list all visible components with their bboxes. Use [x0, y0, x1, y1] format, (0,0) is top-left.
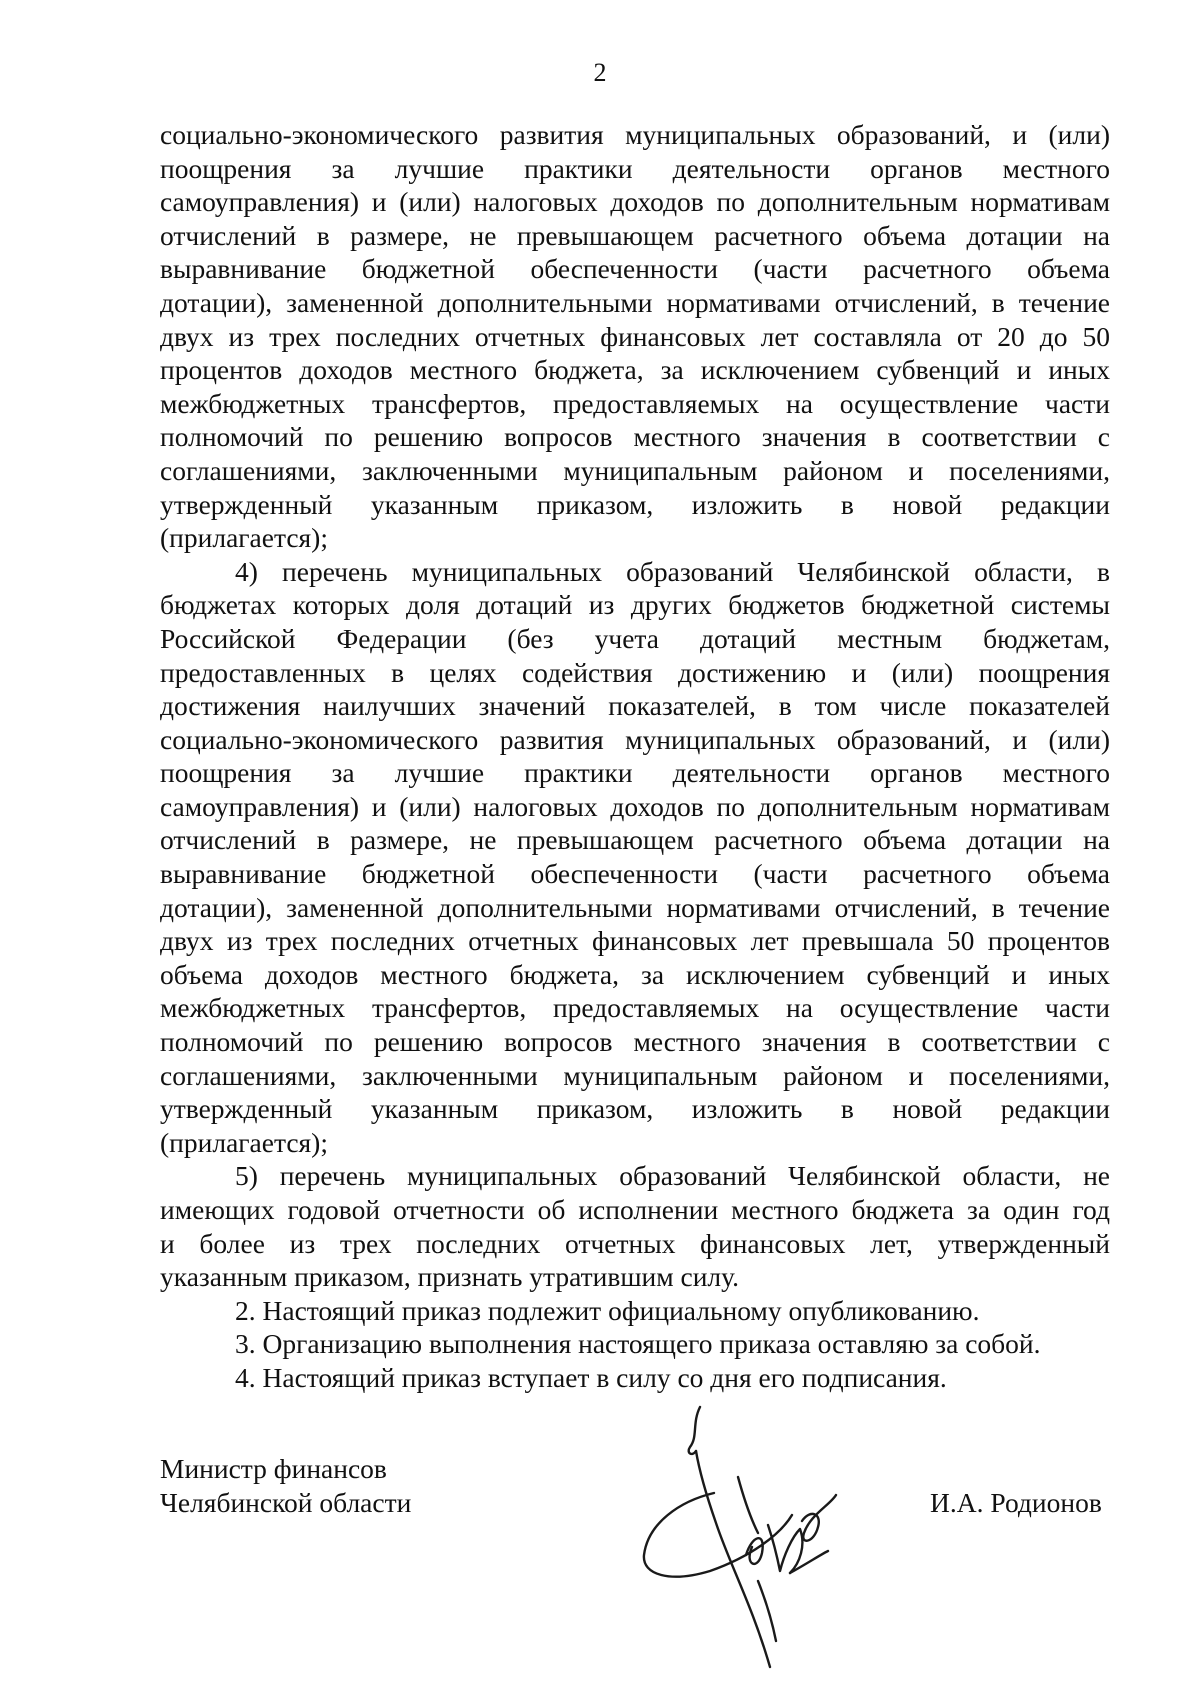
text-line: 3. Организацию выполнения настоящего приказа оставляю за собой. — [235, 1328, 1041, 1360]
text-line: объема доходов местного бюджета, за исключением субвенций и иных — [160, 958, 1110, 990]
signer-name: И.А. Родионов — [930, 1487, 1102, 1518]
text-line: поощрения за лучшие практики деятельности органов местного — [160, 757, 1110, 789]
paragraph-item-4 — [160, 555, 1110, 1160]
text-line: процентов доходов местного бюджета, за исключением субвенций и иных — [160, 354, 1110, 386]
text-line: 4. Настоящий приказ вступает в силу со дня его подписания. — [235, 1361, 947, 1393]
text-line: (прилагается); — [160, 522, 328, 554]
text-line: 5) перечень муниципальных образований Челябинской области, не — [235, 1160, 1110, 1192]
text-line: бюджетах которых доля дотаций из других бюджетов бюджетной системы — [160, 589, 1110, 621]
text-line: достижения наилучших значений показателей, в том числе показателей — [160, 690, 1110, 722]
text-line: полномочий по решению вопросов местного значения в соответствии с — [160, 421, 1110, 453]
text-line: предоставленных в целях содействия достижению и (или) поощрения — [160, 656, 1110, 688]
paragraph-clause-2 — [160, 1294, 1110, 1328]
text-line: и более из трех последних отчетных финансовых лет, утвержденный — [160, 1227, 1110, 1259]
signatory-position — [160, 1452, 411, 1519]
text-line: соглашениями, заключенными муниципальным районом и поселениями, — [160, 1059, 1110, 1091]
text-line: самоуправления) и (или) налоговых доходов по дополнительным нормативам — [160, 186, 1110, 218]
text-line: самоуправления) и (или) налоговых доходов по дополнительным нормативам — [160, 790, 1110, 822]
text-line: двух из трех последних отчетных финансовых лет составляла от 20 до 50 — [160, 320, 1110, 352]
paragraph-item-5 — [160, 1159, 1110, 1293]
position-title: Министр финансов — [160, 1453, 387, 1484]
paragraph-continuation — [160, 118, 1110, 555]
text-line: выравнивание бюджетной обеспеченности (части расчетного объема — [160, 858, 1110, 890]
paragraph-clause-4 — [160, 1361, 1110, 1395]
text-line: 4) перечень муниципальных образований Челябинской области, в — [235, 555, 1110, 587]
page-number: 2 — [593, 58, 607, 87]
text-line: поощрения за лучшие практики деятельности органов местного — [160, 152, 1110, 184]
text-line: двух из трех последних отчетных финансовых лет превышала 50 процентов — [160, 925, 1110, 957]
handwritten-signature — [640, 1405, 850, 1675]
text-line: отчислений в размере, не превышающем расчетного объема дотации на — [160, 219, 1110, 251]
text-line: 2. Настоящий приказ подлежит официальному опубликованию. — [235, 1294, 980, 1326]
text-line: указанным приказом, признать утратившим силу. — [160, 1261, 740, 1293]
text-line: социально-экономического развития муниципальных образований, и (или) — [160, 119, 1110, 150]
text-line: отчислений в размере, не превышающем расчетного объема дотации на — [160, 824, 1110, 856]
text-line: имеющих годовой отчетности об исполнении местного бюджета за один год — [160, 1194, 1110, 1225]
text-line: Российской Федерации (без учета дотаций местным бюджетам, — [160, 622, 1110, 654]
text-line: дотации), замененной дополнительными нормативами отчислений, в течение — [160, 286, 1110, 318]
text-line: (прилагается); — [160, 1126, 328, 1158]
text-line: дотации), замененной дополнительными нормативами отчислений, в течение — [160, 891, 1110, 923]
text-line: утвержденный указанным приказом, изложить в новой редакции — [160, 488, 1110, 520]
document-body — [160, 118, 1110, 1395]
text-line: выравнивание бюджетной обеспеченности (части расчетного объема — [160, 253, 1110, 285]
paragraph-clause-3 — [160, 1327, 1110, 1361]
text-line: межбюджетных трансфертов, предоставляемых на осуществление части — [160, 992, 1110, 1024]
text-line: социально-экономического развития муниципальных образований, и (или) — [160, 723, 1110, 755]
text-line: межбюджетных трансфертов, предоставляемых на осуществление части — [160, 387, 1110, 419]
text-line: соглашениями, заключенными муниципальным районом и поселениями, — [160, 454, 1110, 486]
position-region: Челябинской области — [160, 1486, 412, 1518]
text-line: полномочий по решению вопросов местного значения в соответствии с — [160, 1026, 1110, 1058]
text-line: утвержденный указанным приказом, изложить в новой редакции — [160, 1093, 1110, 1125]
